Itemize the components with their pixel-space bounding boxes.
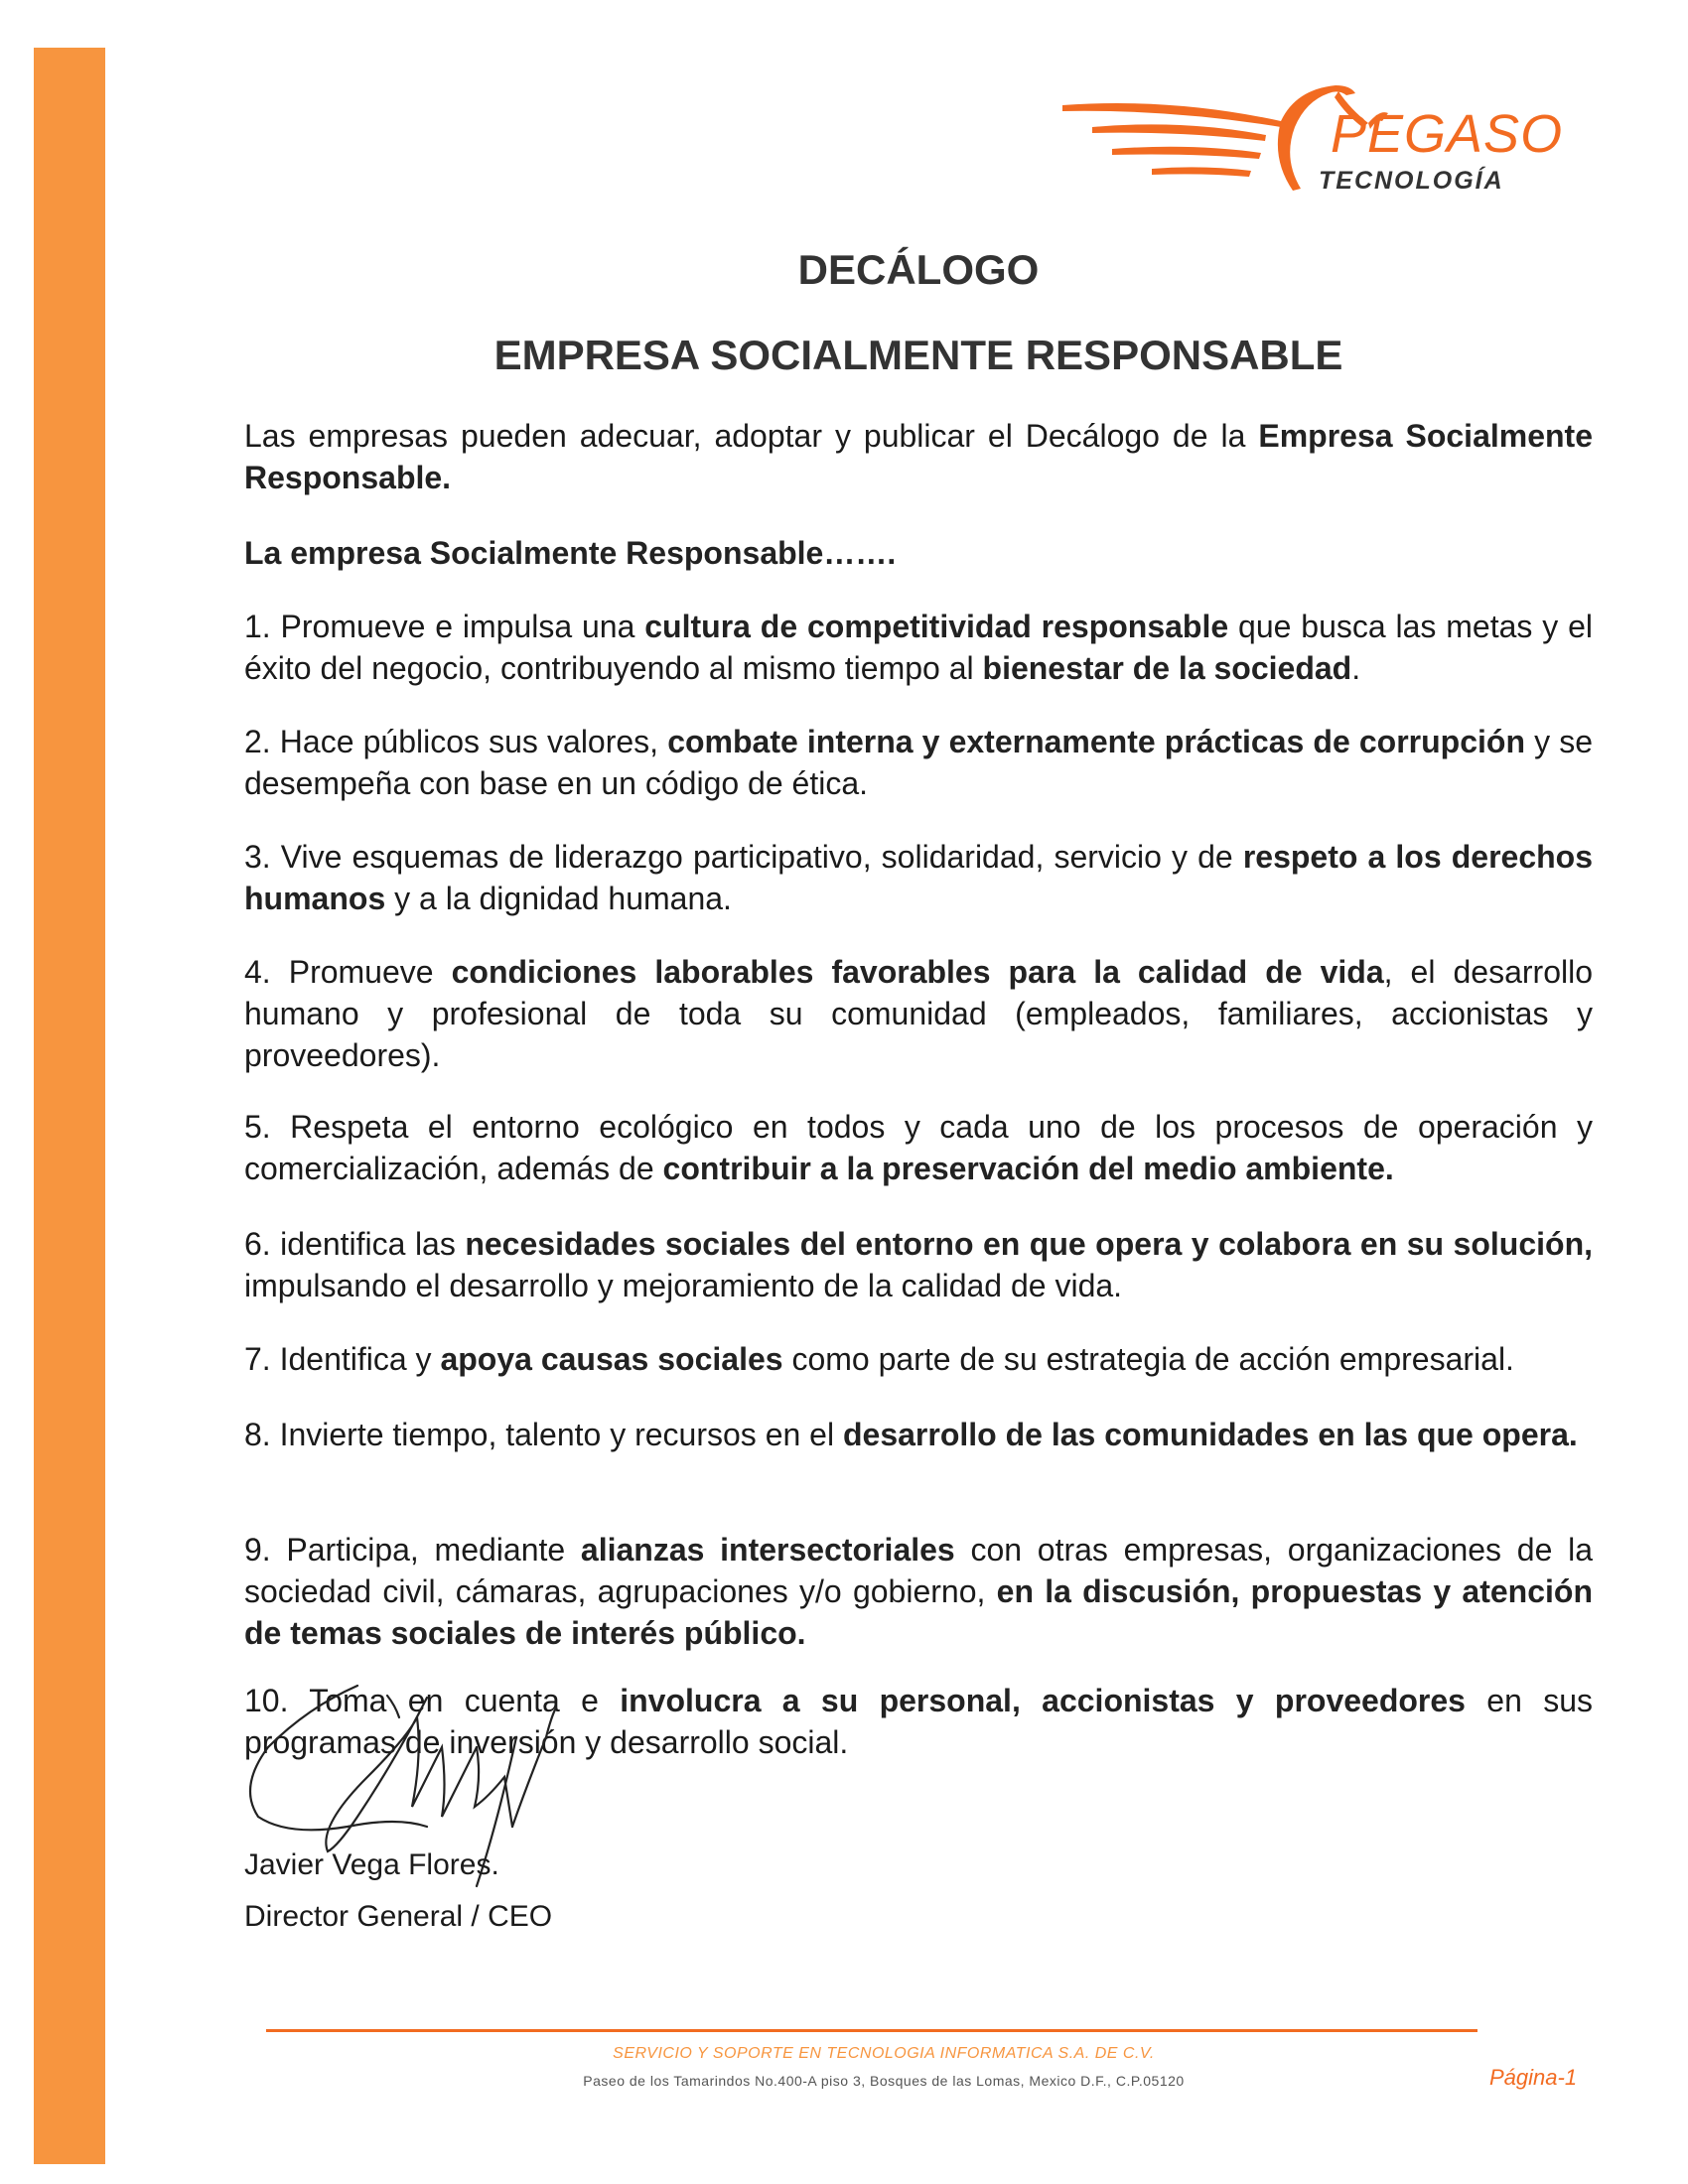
- item-text: como parte de su estrategia de acción empresarial.: [782, 1341, 1514, 1377]
- list-item: [244, 1338, 1593, 1380]
- item-text: 7. Identifica y: [244, 1341, 441, 1377]
- item-text: 1. Promueve e impulsa una: [244, 609, 645, 644]
- list-item: [244, 1106, 1593, 1189]
- item-text: 8. Invierte tiempo, talento y recursos en el: [244, 1417, 843, 1452]
- list-item: [244, 606, 1593, 689]
- brand-name: PEGASO: [1331, 104, 1564, 164]
- item-text: impulsando el desarrollo y mejoramiento de la calidad de vida.: [244, 1268, 1123, 1303]
- page-title: DECÁLOGO: [797, 246, 1040, 293]
- footer-company: SERVICIO Y SOPORTE EN TECNOLOGIA INFORMATICA S.A. DE C.V.: [613, 2045, 1155, 2062]
- item-text: que busca las metas y el éxito del negocio, contribuyendo al mismo tiempo al: [244, 609, 1594, 686]
- brand-subtitle: TECNOLOGÍA: [1319, 167, 1504, 195]
- intro-bold: Empresa Socialmente Responsable.: [244, 418, 1594, 495]
- list-item: [244, 1223, 1593, 1306]
- list-item: [244, 836, 1593, 919]
- item-bold: bienestar de la sociedad: [982, 650, 1352, 686]
- item-bold: apoya causas sociales: [440, 1341, 783, 1377]
- item-text: 2. Hace públicos sus valores,: [244, 724, 668, 759]
- intro-text: Las empresas pueden adecuar, adoptar y publicar el Decálogo de la: [244, 418, 1259, 454]
- list-item: [244, 1529, 1593, 1654]
- item-text: 9. Participa, mediante: [244, 1532, 581, 1568]
- item-text: y a la dignidad humana.: [385, 881, 732, 916]
- item-text: 6. identifica las: [244, 1226, 466, 1262]
- page-number: Página-1: [1489, 2065, 1578, 2090]
- item-bold: necesidades sociales del entorno en que opera y colabora en su solución,: [465, 1226, 1594, 1262]
- list-item: [244, 721, 1593, 804]
- item-text: y se desempeña con base en un código de ética.: [244, 724, 1594, 801]
- item-text: 4. Promueve: [244, 954, 452, 990]
- item-text: 5. Respeta el entorno ecológico en todos y cada uno de los procesos de operación y comercialización, además de: [244, 1109, 1593, 1186]
- footer-address: Paseo de los Tamarindos No.400-A piso 3, Bosques de las Lomas, Mexico D.F., C.P.05120: [583, 2073, 1185, 2089]
- item-text: , el desarrollo humano y profesional de toda su comunidad (empleados, familiares, accionistas y proveedores).: [244, 954, 1594, 1073]
- item-text: .: [1351, 650, 1361, 686]
- item-bold: alianzas intersectoriales: [580, 1532, 955, 1568]
- list-item: [244, 1414, 1593, 1455]
- list-item: [244, 951, 1593, 1076]
- item-bold: contribuir a la preservación del medio ambiente.: [662, 1151, 1394, 1186]
- item-bold: cultura de competitividad responsable: [644, 609, 1229, 644]
- item-text: 3. Vive esquemas de liderazgo participativo, solidaridad, servicio y de: [244, 839, 1243, 875]
- intro-paragraph: [244, 415, 1593, 498]
- footer-divider: [266, 2029, 1477, 2032]
- item-bold: respeto a los derechos humanos: [244, 839, 1594, 916]
- item-bold: condiciones laborables favorables para la calidad de vida: [451, 954, 1384, 990]
- item-text: en sus programas de inversión y desarrollo social.: [244, 1683, 1594, 1760]
- item-text: 10. Toma en cuenta e: [244, 1683, 621, 1718]
- lead-text: La empresa Socialmente Responsable…….: [244, 535, 897, 571]
- lead-line: [244, 532, 1593, 574]
- item-text: con otras empresas, organizaciones de la sociedad civil, cámaras, agrupaciones y/o gobierno,: [244, 1532, 1594, 1609]
- signer-role: Director General / CEO: [244, 1900, 553, 1933]
- item-bold: involucra a su personal, accionistas y proveedores: [620, 1683, 1466, 1718]
- page-subtitle: EMPRESA SOCIALMENTE RESPONSABLE: [493, 332, 1343, 378]
- item-bold: desarrollo de las comunidades en las que opera.: [842, 1417, 1578, 1452]
- item-bold: combate interna y externamente prácticas de corrupción: [667, 724, 1526, 759]
- signer-name: Javier Vega Flores.: [244, 1848, 499, 1881]
- item-bold: en la discusión, propuestas y atención de temas sociales de interés público.: [244, 1573, 1594, 1651]
